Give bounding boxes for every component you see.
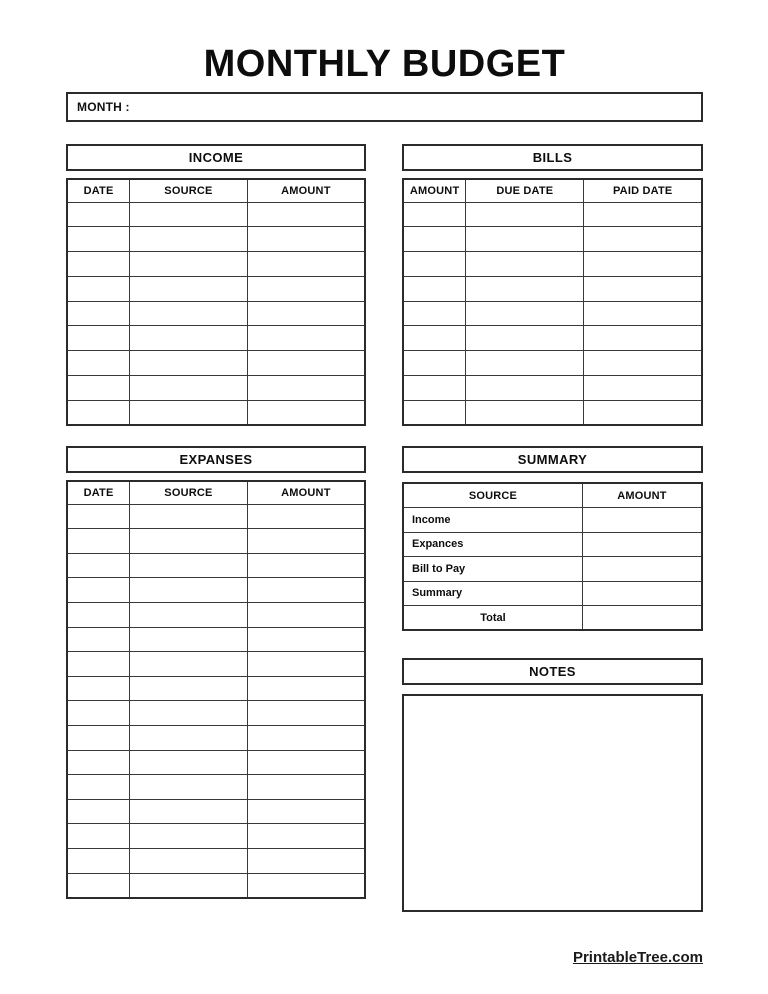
empty-cell[interactable] xyxy=(247,351,365,376)
empty-cell[interactable] xyxy=(403,252,466,277)
month-label: MONTH : xyxy=(77,100,130,114)
empty-cell[interactable] xyxy=(130,824,248,849)
empty-cell[interactable] xyxy=(247,676,365,701)
income-col-date: DATE xyxy=(67,179,130,202)
summary-header-row xyxy=(403,483,702,508)
empty-cell[interactable] xyxy=(247,276,365,301)
income-title-text: INCOME xyxy=(188,150,244,165)
empty-row xyxy=(67,252,365,277)
empty-row xyxy=(67,529,365,554)
empty-cell[interactable] xyxy=(67,553,130,578)
empty-cell[interactable] xyxy=(67,252,130,277)
empty-cell[interactable] xyxy=(403,202,466,227)
empty-cell[interactable] xyxy=(67,701,130,726)
empty-row xyxy=(403,202,702,227)
empty-row xyxy=(67,603,365,628)
summary-row-bill-to-pay xyxy=(403,557,702,582)
empty-cell[interactable] xyxy=(466,400,584,425)
empty-cell[interactable] xyxy=(403,301,466,326)
empty-cell[interactable] xyxy=(584,202,702,227)
printabletree-link[interactable]: PrintableTree.com xyxy=(572,949,703,966)
empty-cell[interactable] xyxy=(67,326,130,351)
empty-row xyxy=(67,276,365,301)
summary-row-total xyxy=(403,606,702,631)
summary-label-income: Income xyxy=(403,508,582,533)
empty-cell[interactable] xyxy=(130,701,248,726)
empty-cell[interactable] xyxy=(130,676,248,701)
summary-title-text: SUMMARY xyxy=(517,452,588,468)
expanses-table-body xyxy=(67,504,365,898)
bills-table-body xyxy=(403,202,702,425)
empty-row xyxy=(67,553,365,578)
expanses-section-title xyxy=(66,446,366,473)
empty-row xyxy=(67,775,365,800)
empty-cell[interactable] xyxy=(67,276,130,301)
notes-title-text: NOTES xyxy=(529,664,576,680)
empty-row xyxy=(67,848,365,873)
empty-row xyxy=(67,301,365,326)
summary-label-bill-to-pay: Bill to Pay xyxy=(403,557,582,582)
empty-cell[interactable] xyxy=(247,202,365,227)
expanses-col-amount: AMOUNT xyxy=(247,481,365,504)
empty-row xyxy=(67,726,365,751)
summary-amount-bill-to-pay[interactable] xyxy=(582,557,702,582)
empty-cell[interactable] xyxy=(130,400,248,425)
empty-cell[interactable] xyxy=(130,726,248,751)
empty-cell[interactable] xyxy=(403,376,466,401)
empty-cell[interactable] xyxy=(247,376,365,401)
empty-cell[interactable] xyxy=(584,376,702,401)
bills-col-amount: AMOUNT xyxy=(403,179,466,202)
empty-cell[interactable] xyxy=(67,750,130,775)
empty-row xyxy=(67,824,365,849)
empty-cell[interactable] xyxy=(584,326,702,351)
summary-label-expances: Expances xyxy=(403,532,582,557)
empty-cell[interactable] xyxy=(67,627,130,652)
empty-row xyxy=(403,326,702,351)
summary-amount-expances[interactable] xyxy=(582,532,702,557)
summary-row-expances xyxy=(403,532,702,557)
summary-amount-summary[interactable] xyxy=(582,581,702,606)
bills-section-title xyxy=(402,144,703,171)
empty-row xyxy=(67,750,365,775)
empty-cell[interactable] xyxy=(403,400,466,425)
empty-cell[interactable] xyxy=(130,301,248,326)
empty-cell[interactable] xyxy=(67,848,130,873)
empty-cell[interactable] xyxy=(130,578,248,603)
expanses-title-text: EXPANSES xyxy=(179,452,253,468)
empty-cell[interactable] xyxy=(67,652,130,677)
empty-cell[interactable] xyxy=(130,276,248,301)
empty-row xyxy=(67,326,365,351)
summary-amount-total[interactable] xyxy=(582,606,702,631)
summary-label-summary: Summary xyxy=(403,581,582,606)
empty-cell[interactable] xyxy=(584,252,702,277)
empty-cell[interactable] xyxy=(247,578,365,603)
income-section-title xyxy=(66,144,366,171)
empty-cell[interactable] xyxy=(130,351,248,376)
empty-row xyxy=(67,400,365,425)
empty-row xyxy=(67,652,365,677)
empty-cell[interactable] xyxy=(247,603,365,628)
empty-row xyxy=(403,276,702,301)
empty-cell[interactable] xyxy=(67,376,130,401)
empty-cell[interactable] xyxy=(130,376,248,401)
empty-cell[interactable] xyxy=(247,775,365,800)
empty-row xyxy=(67,578,365,603)
empty-cell[interactable] xyxy=(247,824,365,849)
empty-cell[interactable] xyxy=(584,400,702,425)
spacer xyxy=(66,426,366,446)
empty-row xyxy=(67,676,365,701)
spacer xyxy=(402,426,703,446)
empty-cell[interactable] xyxy=(403,326,466,351)
income-col-amount: AMOUNT xyxy=(247,179,365,202)
empty-cell[interactable] xyxy=(67,775,130,800)
empty-cell[interactable] xyxy=(130,252,248,277)
empty-cell[interactable] xyxy=(130,326,248,351)
bills-table xyxy=(402,178,703,426)
empty-cell[interactable] xyxy=(584,301,702,326)
empty-row xyxy=(403,252,702,277)
empty-cell[interactable] xyxy=(466,351,584,376)
empty-cell[interactable] xyxy=(247,701,365,726)
empty-cell[interactable] xyxy=(130,775,248,800)
empty-cell[interactable] xyxy=(466,301,584,326)
empty-cell[interactable] xyxy=(584,276,702,301)
empty-cell[interactable] xyxy=(247,301,365,326)
empty-cell[interactable] xyxy=(130,603,248,628)
summary-row-summary xyxy=(403,581,702,606)
bills-col-due-date: DUE DATE xyxy=(466,179,584,202)
empty-row xyxy=(67,627,365,652)
empty-row xyxy=(403,400,702,425)
summary-table xyxy=(402,482,703,631)
empty-cell[interactable] xyxy=(67,351,130,376)
empty-row xyxy=(67,873,365,898)
empty-cell[interactable] xyxy=(130,799,248,824)
empty-row xyxy=(403,351,702,376)
empty-cell[interactable] xyxy=(67,301,130,326)
summary-col-amount: AMOUNT xyxy=(582,483,702,508)
empty-cell[interactable] xyxy=(584,227,702,252)
empty-cell[interactable] xyxy=(130,504,248,529)
notes-input-area[interactable] xyxy=(402,694,703,912)
empty-cell[interactable] xyxy=(247,252,365,277)
right-column xyxy=(402,144,703,912)
empty-cell[interactable] xyxy=(247,799,365,824)
empty-row xyxy=(67,202,365,227)
empty-cell[interactable] xyxy=(130,848,248,873)
empty-cell[interactable] xyxy=(247,400,365,425)
income-table xyxy=(66,178,366,426)
empty-cell[interactable] xyxy=(67,578,130,603)
notes-section-title xyxy=(402,658,703,685)
empty-cell[interactable] xyxy=(130,227,248,252)
summary-amount-income[interactable] xyxy=(582,508,702,533)
empty-cell[interactable] xyxy=(584,351,702,376)
empty-row xyxy=(67,227,365,252)
empty-cell[interactable] xyxy=(67,873,130,898)
empty-cell[interactable] xyxy=(67,676,130,701)
empty-cell[interactable] xyxy=(67,726,130,751)
summary-col-source: SOURCE xyxy=(403,483,582,508)
empty-cell[interactable] xyxy=(130,873,248,898)
left-column xyxy=(66,144,366,912)
content-columns xyxy=(66,144,703,912)
empty-cell[interactable] xyxy=(403,276,466,301)
empty-cell[interactable] xyxy=(130,627,248,652)
empty-row xyxy=(403,227,702,252)
empty-row xyxy=(67,799,365,824)
empty-cell[interactable] xyxy=(130,652,248,677)
empty-cell[interactable] xyxy=(67,400,130,425)
bills-title-text: BILLS xyxy=(532,150,573,165)
empty-cell[interactable] xyxy=(130,202,248,227)
empty-cell[interactable] xyxy=(67,529,130,554)
empty-cell[interactable] xyxy=(466,276,584,301)
page-title: MONTHLY BUDGET xyxy=(203,43,566,85)
bills-col-paid-date: PAID DATE xyxy=(584,179,702,202)
bills-header-row xyxy=(403,179,702,202)
income-header-row xyxy=(67,179,365,202)
empty-cell[interactable] xyxy=(130,529,248,554)
expanses-table xyxy=(66,480,366,899)
empty-cell[interactable] xyxy=(247,529,365,554)
empty-cell[interactable] xyxy=(247,553,365,578)
empty-cell[interactable] xyxy=(466,252,584,277)
summary-label-total: Total xyxy=(403,606,582,631)
empty-cell[interactable] xyxy=(247,873,365,898)
empty-cell[interactable] xyxy=(247,726,365,751)
empty-cell[interactable] xyxy=(403,227,466,252)
empty-cell[interactable] xyxy=(67,504,130,529)
empty-cell[interactable] xyxy=(247,848,365,873)
empty-cell[interactable] xyxy=(466,202,584,227)
month-field xyxy=(66,92,703,122)
summary-row-income xyxy=(403,508,702,533)
empty-cell[interactable] xyxy=(67,603,130,628)
empty-row xyxy=(67,376,365,401)
empty-cell[interactable] xyxy=(247,326,365,351)
income-table-body xyxy=(67,202,365,425)
empty-cell[interactable] xyxy=(67,202,130,227)
empty-cell[interactable] xyxy=(67,227,130,252)
empty-cell[interactable] xyxy=(67,799,130,824)
empty-cell[interactable] xyxy=(130,750,248,775)
empty-cell[interactable] xyxy=(130,553,248,578)
spacer xyxy=(402,631,703,658)
empty-cell[interactable] xyxy=(247,652,365,677)
empty-cell[interactable] xyxy=(403,351,466,376)
expanses-col-source: SOURCE xyxy=(130,481,248,504)
empty-row xyxy=(403,376,702,401)
empty-cell[interactable] xyxy=(247,227,365,252)
empty-row xyxy=(67,701,365,726)
empty-cell[interactable] xyxy=(247,627,365,652)
empty-row xyxy=(403,301,702,326)
empty-cell[interactable] xyxy=(466,376,584,401)
empty-cell[interactable] xyxy=(466,227,584,252)
month-input-area[interactable] xyxy=(130,94,701,120)
expanses-header-row xyxy=(67,481,365,504)
empty-cell[interactable] xyxy=(466,326,584,351)
empty-row xyxy=(67,351,365,376)
empty-row xyxy=(67,504,365,529)
empty-cell[interactable] xyxy=(67,824,130,849)
income-col-source: SOURCE xyxy=(130,179,248,202)
expanses-col-date: DATE xyxy=(67,481,130,504)
summary-section-title xyxy=(402,446,703,473)
empty-cell[interactable] xyxy=(247,750,365,775)
empty-cell[interactable] xyxy=(247,504,365,529)
